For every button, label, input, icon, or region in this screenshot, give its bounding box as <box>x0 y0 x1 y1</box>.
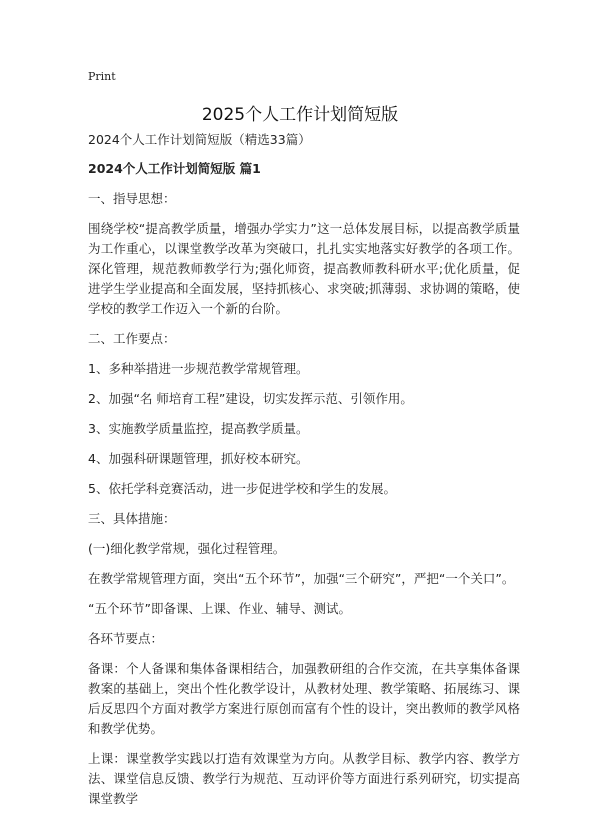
work-point-item: 2、加强“名 师培育工程”建设，切实发挥示范、引领作用。 <box>88 391 413 406</box>
work-point-item: 4、加强科研课题管理，抓好校本研究。 <box>88 451 309 466</box>
heading-measures: 三、具体措施： <box>88 511 176 526</box>
paragraph-class: 上课：课堂教学实践以打造有效课堂为方向。从教学目标、教学内容、教学方法、课堂信息反馈、教学行为规范、互动评价等方面进行系列研究，切实提高课堂教学 <box>88 751 520 806</box>
section-heading: 2024个人工作计划简短版 篇1 <box>88 161 261 176</box>
paragraph-five-links: “五个环节”即备课、上课、作业、辅导、测试。 <box>88 601 351 616</box>
subheading-routine: (一)细化教学常规，强化过程管理。 <box>88 541 286 556</box>
page-title: 2025个人工作计划简短版 <box>201 105 399 125</box>
paragraph-lesson-prep: 备课：个人备课和集体备课相结合，加强教研组的合作交流，在共享集体备课教案的基础上，突出个性化教学设计，从教材处理、教学策略、拓展练习、课后反思四个方面对教学方案进行原创而富有个性的设计，突出教师的教学风格和教学优势。 <box>88 661 520 736</box>
work-point-item: 1、多种举措进一步规范教学常规管理。 <box>88 361 309 376</box>
print-link[interactable]: Print <box>88 70 116 83</box>
paragraph-guiding-ideology: 围绕学校“提高教学质量，增强办学实力”这一总体发展目标，以提高教学质量为工作重心，以课堂教学改革为突破口，扎扎实实地落实好教学的各项工作。深化管理，规范教师教学行为;强化师资，提高教师教科研水平;优化质量，促进学生学业提高和全面发展，坚持抓核心、求突破;抓薄弱、求协调的策略，使学校的教学工作迈入一个新的台阶。 <box>88 221 520 316</box>
heading-guiding-ideology: 一、指导思想： <box>88 191 176 206</box>
document-subtitle: 2024个人工作计划简短版（精选33篇） <box>88 132 311 147</box>
document-body <box>88 130 520 819</box>
heading-link-points: 各环节要点： <box>88 631 164 646</box>
work-point-item: 3、实施教学质量监控，提高教学质量。 <box>88 421 309 436</box>
heading-work-points: 二、工作要点： <box>88 331 176 346</box>
paragraph-routine: 在教学常规管理方面，突出“五个环节”，加强“三个研究”，严把“一个关口”。 <box>88 571 515 586</box>
work-point-item: 5、依托学科竞赛活动，进一步促进学校和学生的发展。 <box>88 481 396 496</box>
